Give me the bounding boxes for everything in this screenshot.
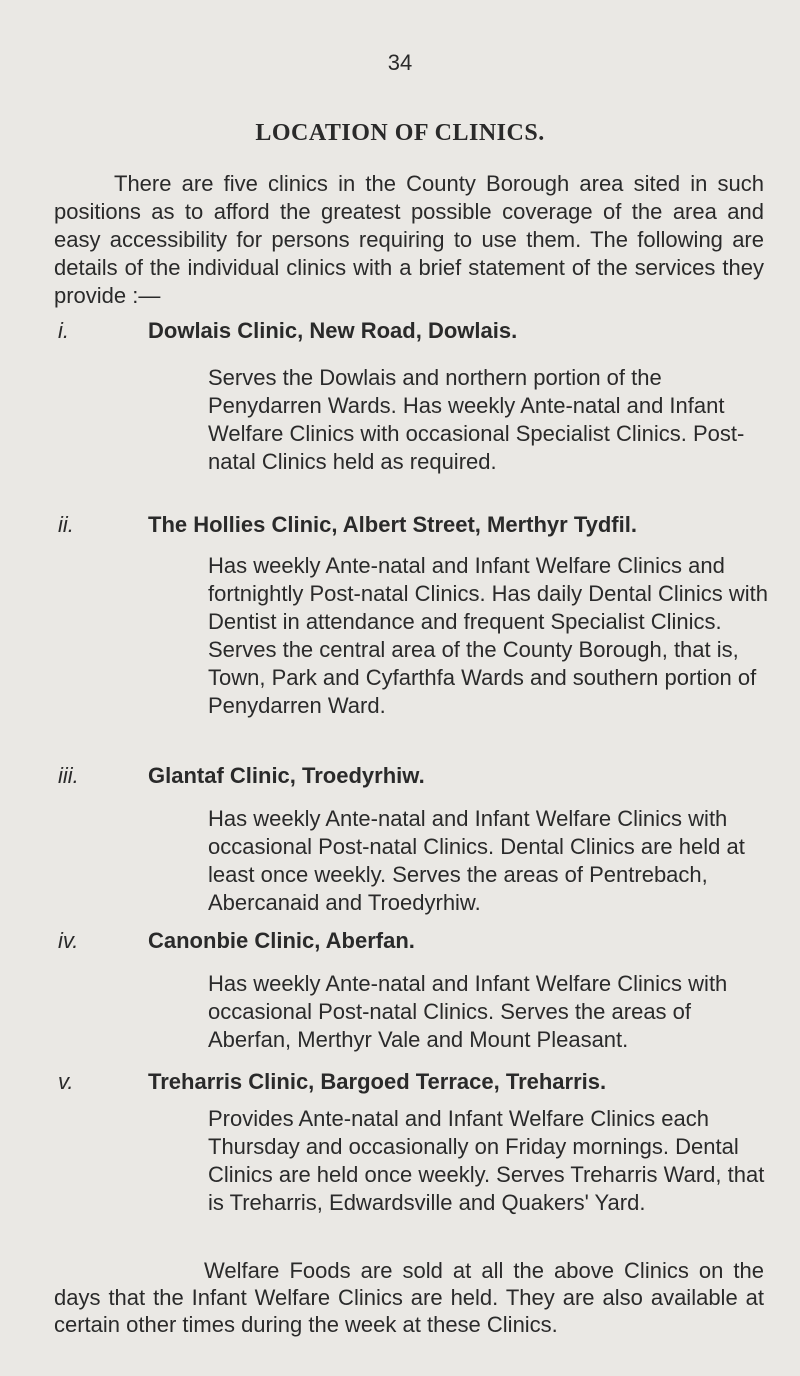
clinic-heading: Treharris Clinic, Bargoed Terrace, Treharris. — [148, 1069, 607, 1094]
clinic-description: Has weekly Ante-natal and Infant Welfare Clinics and fortnightly Post-natal Clinics. Has daily Dental Clinics with Dentist in attendance and frequent Specialist Clinics. Serves the central area of the County Borough, that is, Town, Park and Cyfarthfa Wards and southern portion of Penydarren Ward. — [208, 553, 768, 718]
clinic-heading: Glantaf Clinic, Troedyrhiw. — [148, 763, 425, 788]
page-title: LOCATION OF CLINICS. — [255, 120, 545, 146]
clinic-description: Has weekly Ante-natal and Infant Welfare Clinics with occasional Post-natal Clinics. Serves the areas of Aberfan, Merthyr Vale and Mount Pleasant. — [208, 971, 728, 1052]
clinic-heading: Canonbie Clinic, Aberfan. — [148, 928, 415, 953]
clinic-description: Provides Ante-natal and Infant Welfare Clinics each Thursday and occasionally on Friday mornings. Dental Clinics are held once weekly. Serves Treharris Ward, that is Treharris, Edwardsville and Quakers' Yard. — [208, 1106, 765, 1215]
clinic-description: Has weekly Ante-natal and Infant Welfare Clinics with occasional Post-natal Clinics. Dental Clinics are held at least once weekly. Serves the areas of Pentrebach, Abercanaid and Troedyrhiw. — [208, 806, 745, 915]
clinic-heading: Dowlais Clinic, New Road, Dowlais. — [148, 318, 518, 343]
intro-paragraph: There are five clinics in the County Borough area sited in such positions as to afford the greatest possible coverage of the area and easy accessibility for persons requiring to use them. The following are details of the individual clinics with a brief statement of the services they provide :— — [54, 171, 764, 308]
clinic-description: Serves the Dowlais and northern portion of the Penydarren Wards. Has weekly Ante-natal and Infant Welfare Clinics with occasional Specialist Clinics. Post-natal Clinics held as required. — [208, 365, 745, 474]
clinic-heading: The Hollies Clinic, Albert Street, Merthyr Tydfil. — [148, 512, 637, 537]
closing-paragraph: Welfare Foods are sold at all the above Clinics on the days that the Infant Welfare Clinics are held. They are also available at certain other times during the week at these Clinics. — [54, 1258, 764, 1337]
page-number: 34 — [387, 50, 413, 75]
clinic-numeral: v. — [58, 1069, 74, 1094]
clinic-numeral: iii. — [58, 763, 79, 788]
clinic-numeral: iv. — [58, 928, 79, 953]
clinic-numeral: ii. — [58, 512, 74, 537]
clinic-numeral: i. — [58, 318, 69, 343]
